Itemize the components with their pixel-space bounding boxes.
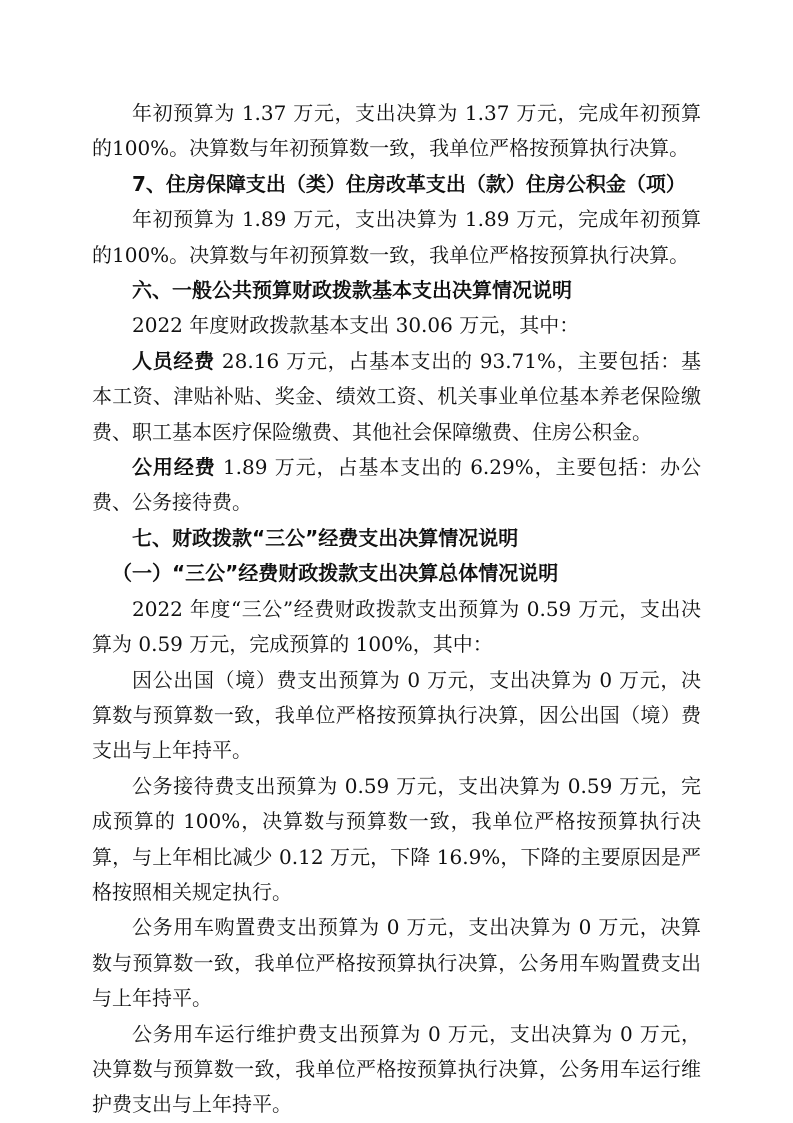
paragraph-personnel-expenses: [92, 344, 701, 450]
public-expenses-text: 1.89 万元，占基本支出的 6.29%，主要包括：办公费、公务接待费。: [92, 455, 702, 515]
personnel-expenses-text: 28.16 万元，占基本支出的 93.71%，主要包括：基本工资、津贴补贴、奖金、绩效工资、机关事业单位基本养老保险缴费、职工基本医疗保险缴费、其他社会保障缴费、住房公积金。: [92, 348, 702, 444]
paragraph-official-reception: 公务接待费支出预算为 0.59 万元，支出决算为 0.59 万元，完成预算的 100%，决算数与预算数一致，我单位严格按预算执行决算，与上年相比减少 0.12 万元，下降 16.9%，下降的主要原因是严格按照相关规定执行。: [92, 773, 701, 904]
paragraph-vehicle-maintenance: 公务用车运行维护费支出预算为 0 万元，支出决算为 0 万元，决算数与预算数一致，我单位严格按预算执行决算，公务用车运行维护费支出与上年持平。: [92, 1021, 701, 1117]
public-expenses-label: 公用经费: [132, 455, 216, 480]
personnel-expenses-label: 人员经费: [132, 348, 215, 373]
heading-housing-fund: 7、住房保障支出（类）住房改革支出（款）住房公积金（项）: [132, 171, 686, 196]
paragraph-three-public-total: 2022 年度“三公”经费财政拨款支出预算为 0.59 万元，支出决算为 0.59 万元，完成预算的 100%，其中：: [92, 596, 701, 657]
paragraph-vehicle-purchase: 公务用车购置费支出预算为 0 万元，支出决算为 0 万元，决算数与预算数一致，我单位严格按预算执行决算，公务用车购置费支出与上年持平。: [92, 915, 701, 1011]
paragraph-overseas-travel: 因公出国（境）费支出预算为 0 万元，支出决算为 0 万元，决算数与预算数一致，我单位严格按预算执行决算，因公出国（境）费支出与上年持平。: [92, 667, 701, 763]
paragraph-public-expenses: [92, 450, 701, 521]
heading-section-7-1: （一）“三公”经费财政拨款支出决算总体情况说明: [112, 561, 559, 586]
paragraph-budget-2: 年初预算为 1.89 万元，支出决算为 1.89 万元，完成年初预算的100%。决算数与年初预算数一致，我单位严格按预算执行决算。: [92, 207, 701, 267]
paragraph-budget-1: 年初预算为 1.37 万元，支出决算为 1.37 万元，完成年初预算的100%。决算数与年初预算数一致，我单位严格按预算执行决算。: [92, 101, 701, 161]
heading-section-6: 六、一般公共预算财政拨款基本支出决算情况说明: [132, 278, 572, 303]
paragraph-basic-expenditure: 2022 年度财政拨款基本支出 30.06 万元，其中：: [132, 313, 580, 338]
heading-section-7: 七、财政拨款“三公”经费支出决算情况说明: [132, 525, 519, 550]
